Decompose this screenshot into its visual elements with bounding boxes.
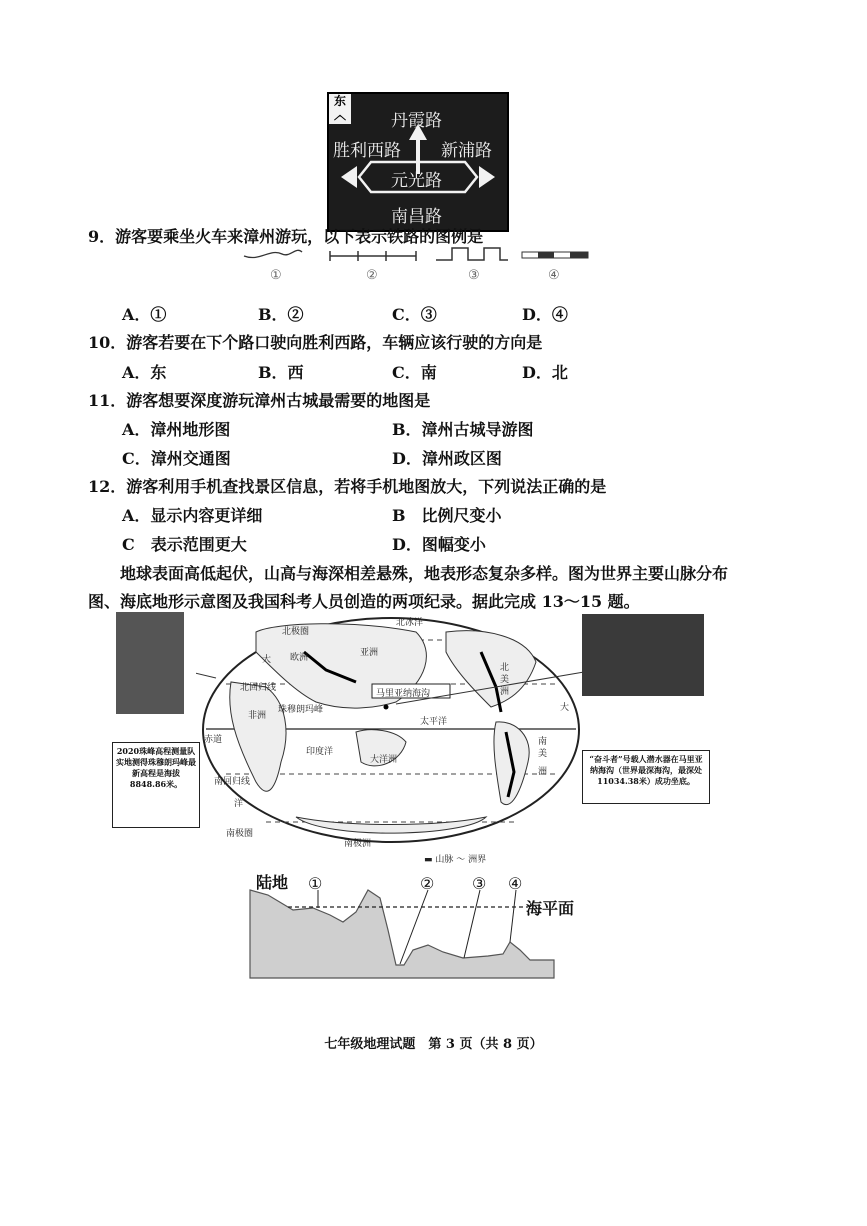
q10-option-a: A．东 — [122, 363, 167, 382]
q11-option-d: D．漳州政区图 — [392, 449, 502, 468]
mariana-record-box: “奋斗者”号载人潜水器在马里亚纳海沟（世界最深海沟，最深处11034.38米）成功坐底。 — [582, 750, 710, 804]
q9-option-a: A．① — [122, 305, 167, 324]
profile-land-label: 陆地 — [256, 873, 289, 892]
map-label-indian-ocean: 印度洋 — [306, 747, 334, 757]
profile-point-4: ④ — [508, 874, 523, 893]
question-12: 12．游客利用手机查找景区信息，若将手机地图放大，下列说法正确的是 — [88, 477, 607, 496]
map-label-antarctica: 南极洲 — [344, 839, 372, 849]
seabed-profile-diagram — [248, 870, 588, 980]
legend-number-1: ① — [270, 268, 282, 283]
map-label-south: 南 — [538, 737, 548, 747]
map-label-arctic-ocean: 北冰洋 — [396, 618, 424, 628]
map-label-mariana-trench: 马里亚纳海沟 — [376, 689, 431, 699]
q9-option-b: B．② — [258, 305, 304, 324]
map-label-america-n: 美 — [500, 675, 510, 685]
sign-right-road: 新浦路 — [441, 141, 492, 161]
q10-option-d: D．北 — [522, 363, 568, 382]
map-label-equator: 赤道 — [204, 735, 223, 745]
legend-number-3: ③ — [468, 268, 480, 283]
everest-team-photo — [116, 612, 184, 714]
map-label-da-1: 大 — [262, 655, 272, 665]
q11-option-c: C．漳州交通图 — [122, 449, 231, 468]
map-label-europe: 欧洲 — [290, 653, 309, 663]
map-label-africa: 非洲 — [248, 711, 267, 721]
world-map — [196, 612, 586, 864]
intro-paragraph: 地球表面高低起伏，山高与海深相差悬殊，地表形态复杂多样。图为世界主要山脉分布图、海底地形示意图及我国科考人员创造的两项纪录。据此完成 13～15 题。 — [88, 564, 729, 611]
east-marker: 东 ︿ — [329, 94, 351, 124]
road-sign-image — [327, 92, 509, 232]
q11-option-b: B．漳州古城导游图 — [392, 420, 534, 439]
sign-top-road: 丹霞路 — [391, 111, 442, 131]
q10-option-b: B．西 — [258, 363, 304, 382]
question-11: 11．游客想要深度游玩漳州古城最需要的地图是 — [88, 391, 431, 410]
connector-left — [196, 654, 216, 678]
legend-symbol-1 — [244, 250, 302, 257]
legend-symbols — [240, 244, 592, 288]
legend-symbol-4 — [522, 252, 588, 258]
map-label-arctic-circle: 北极圈 — [282, 627, 310, 637]
map-label-everest: 珠穆朗玛峰 — [278, 705, 324, 715]
profile-sea-level-label: 海平面 — [526, 899, 575, 918]
map-label-tropic-cancer: 北回归线 — [240, 683, 277, 693]
q9-option-c: C．③ — [392, 305, 437, 324]
legend-number-4: ④ — [548, 268, 560, 283]
map-label-tropic-capricorn: 南回归线 — [214, 777, 251, 787]
question-9: 9．游客要乘坐火车来漳州游玩，以下表示铁路的图例是 — [88, 227, 484, 246]
page-footer: 七年级地理试题 第 3 页（共 8 页） — [324, 1037, 543, 1052]
profile-point-1: ① — [308, 874, 323, 893]
map-label-yang: 洋 — [234, 799, 244, 809]
q12-option-a: A．显示内容更详细 — [122, 506, 263, 525]
map-label-america-s: 美 — [538, 749, 548, 759]
q11-option-a: A．漳州地形图 — [122, 420, 231, 439]
map-label-da-2: 大 — [560, 703, 570, 713]
map-legend: ▬ 山脉 ～ 洲界 — [424, 855, 487, 865]
legend-symbol-2 — [330, 251, 416, 261]
legend-number-2: ② — [366, 268, 378, 283]
map-label-oceania: 大洋洲 — [370, 755, 398, 765]
q12-option-c: C 表示范围更大 — [122, 535, 247, 554]
sign-bottom-road: 南昌路 — [391, 207, 442, 227]
q10-option-c: C．南 — [392, 363, 437, 382]
profile-point-2: ② — [420, 874, 435, 893]
fendouzhe-submersible-photo — [582, 614, 704, 696]
q9-option-d: D．④ — [522, 305, 568, 324]
question-10: 10．游客若要在下个路口驶向胜利西路，车辆应该行驶的方向是 — [88, 333, 543, 352]
legend-symbol-3 — [436, 248, 508, 260]
map-label-continent-n: 洲 — [500, 687, 510, 697]
everest-record-box: 2020珠峰高程测量队实地测得珠穆朗玛峰最新高程是海拔8848.86米。 — [112, 742, 200, 828]
q12-option-d: D．图幅变小 — [392, 535, 486, 554]
sign-center-road: 元光路 — [391, 171, 442, 191]
map-label-north: 北 — [500, 663, 510, 673]
map-label-asia: 亚洲 — [360, 648, 379, 658]
q12-option-b: B 比例尺变小 — [392, 506, 502, 525]
map-label-antarctic-circle: 南极圈 — [226, 829, 254, 839]
profile-point-3: ③ — [472, 874, 487, 893]
map-label-continent-s: 洲 — [538, 767, 548, 777]
sign-left-road: 胜利西路 — [333, 141, 401, 161]
map-label-pacific: 太平洋 — [420, 717, 448, 727]
